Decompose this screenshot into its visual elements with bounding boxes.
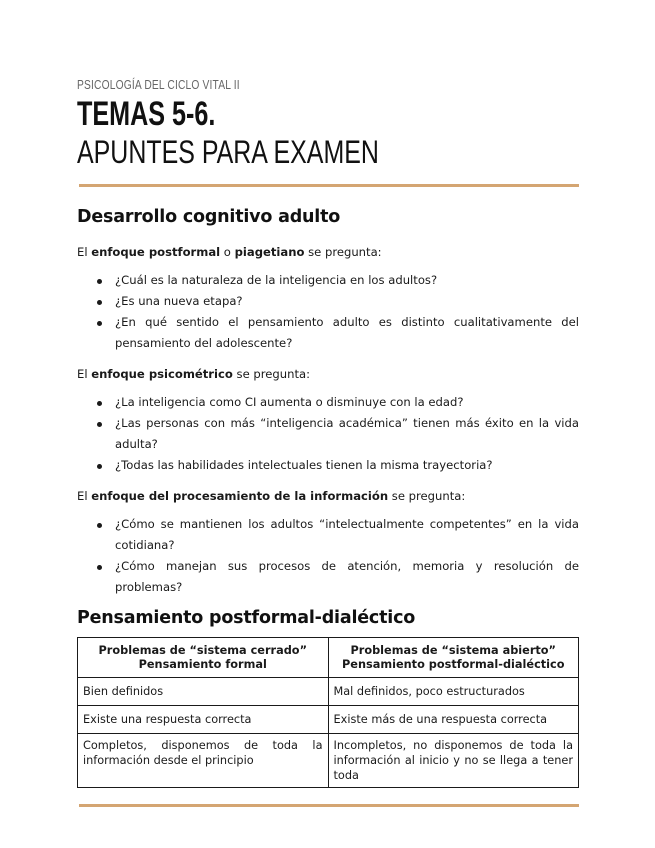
subject-label: PSICOLOGÍA DEL CICLO VITAL II — [77, 78, 240, 92]
term-piagetiano: piagetiano — [234, 245, 305, 259]
list-postformal — [77, 270, 579, 354]
bottom-divider — [79, 804, 579, 807]
table-cell: Incompletos, no disponemos de toda la información al inicio y no se llega a tener toda — [328, 734, 579, 788]
table-row — [78, 706, 579, 734]
intro-postformal: El enfoque postformal o piagetiano se pregunta: — [77, 245, 382, 259]
table-header-row — [78, 638, 579, 678]
list-item: ¿Cómo se mantienen los adultos “intelectualmente competentes” en la vida cotidiana? — [77, 514, 579, 556]
list-psicometrico — [77, 392, 579, 476]
list-item: ¿Cómo manejan sus procesos de atención, memoria y resolución de problemas? — [77, 556, 579, 598]
table-cell: Existe más de una respuesta correcta — [328, 706, 579, 734]
list-item: ¿Las personas con más “inteligencia académica” tienen más éxito en la vida adulta? — [77, 413, 579, 455]
intro-procesamiento: El enfoque del procesamiento de la información se pregunta: — [77, 489, 466, 503]
title-line-2: APUNTES PARA EXAMEN — [77, 134, 379, 170]
list-item: ¿La inteligencia como CI aumenta o disminuye con la edad? — [77, 392, 579, 413]
table-cell: Bien definidos — [78, 678, 329, 706]
list-procesamiento — [77, 514, 579, 598]
intro-psicometrico: El enfoque psicométrico se pregunta: — [77, 367, 311, 381]
list-item: ¿Es una nueva etapa? — [77, 291, 579, 312]
table-row — [78, 734, 579, 788]
list-item: ¿Todas las habilidades intelectuales tienen la misma trayectoria? — [77, 455, 579, 476]
header-closed-system: Problemas de “sistema cerrado” Pensamiento formal — [78, 638, 329, 678]
document-page — [77, 76, 579, 807]
table-cell: Mal definidos, poco estructurados — [328, 678, 579, 706]
header-open-system: Problemas de “sistema abierto” Pensamiento postformal-dialéctico — [328, 638, 579, 678]
table-cell: Existe una respuesta correcta — [78, 706, 329, 734]
title-line-1: TEMAS 5-6. — [77, 95, 216, 133]
term-psicometrico: enfoque psicométrico — [91, 367, 233, 381]
section-heading-dialectic: Pensamiento postformal-dialéctico — [77, 608, 416, 628]
list-item: ¿En qué sentido el pensamiento adulto es distinto cualitativamente del pensamiento del adolescente? — [77, 312, 579, 354]
comparison-table — [77, 637, 579, 788]
term-postformal: enfoque postformal — [91, 245, 221, 259]
term-procesamiento: enfoque del procesamiento de la información — [91, 489, 389, 503]
table-cell: Completos, disponemos de toda la información desde el principio — [78, 734, 329, 788]
list-item: ¿Cuál es la naturaleza de la inteligencia en los adultos? — [77, 270, 579, 291]
section-heading-cognitive: Desarrollo cognitivo adulto — [77, 207, 341, 227]
top-divider — [79, 184, 579, 187]
table-row — [78, 678, 579, 706]
